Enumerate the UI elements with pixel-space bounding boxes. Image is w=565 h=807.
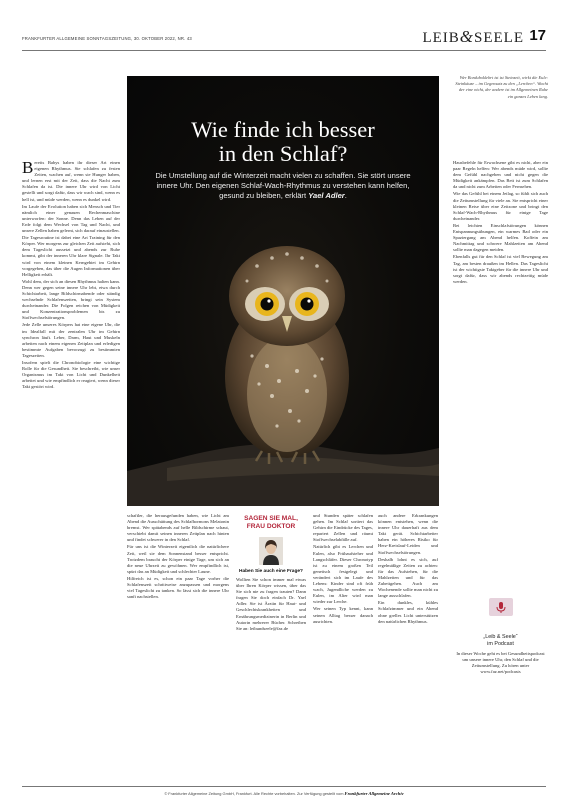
footer-rule <box>22 786 546 787</box>
article-column-5 <box>453 160 548 480</box>
box-question: Haben Sie auch eine Frage? <box>239 569 303 574</box>
lead-photo <box>127 76 439 506</box>
paragraph: Bei leichten Einschlafstörungen können Entspannungsübungen, ein warmes Bad oder ein Spaziergang am Abend helfen. Koffein am Nachmittag und schwere Mahlzeiten am Abend sollte man dagegen meiden. <box>453 222 548 253</box>
podcast-title-line-2: im Podcast <box>487 641 514 647</box>
photo-caption: Wer Borduboklebrt ist ist Steinzeit, wirkt die Eule: Steinkäuze – im Gegensatz zu den „Lerchen“. Wacht der eine nicht, der andere ist im Allgemeinen Ruhe ein ganzes Leben lang. <box>455 75 548 99</box>
article-column-3 <box>313 513 373 778</box>
author-name: Yael Adler <box>308 191 345 201</box>
paragraph: Hausbefehle für Erwachsene gibt es nicht, aber ein paar Regeln helfen: Wer abends müde wird, sollte dem Gefühl nachgeben und nicht gegen die Müdigkeit ankämpfen. Das Bett ist zum Schlafen da und nicht zum Arbeiten oder Fernsehen. <box>453 160 548 190</box>
paragraph: auch andere Erkrankungen können entstehen, wenn die innere Uhr dauerhaft aus dem Takt gerät. Schichtarbeiter haben ein höheres Risiko für Herz-Kreislauf-Leiden und Stoffwechselstörungen. <box>378 513 438 555</box>
article-column-1 <box>22 160 120 778</box>
section-title-ampersand: & <box>459 27 474 46</box>
article-column-2 <box>127 513 229 778</box>
podcast-body: In dieser Woche geht es bei Gesundheitspodcast um unsere innere Uhr, den Schlaf und die Zeitumstellung. Zu hören unter www.faz.net/podcasts <box>456 651 545 675</box>
headline-line-1: Wie finde ich besser <box>191 117 375 142</box>
headline-line-2: in den Schlaf? <box>218 141 348 166</box>
paragraph: Die Tagesroutine ist dabei eine Art Training für den Körper. Wer morgens zur gleichen Zeit aufsteht, sich dem Tageslicht aussetzt und abends zur Ruhe kommt, gibt der inneren Uhr klare Signale. Ihr Takt wird von einem kleinen Kerngebiet im Gehirn vorgegeben, das über die Augen Informationen über Helligkeit erhält. <box>22 235 120 277</box>
copyright-footer <box>22 791 546 796</box>
paragraph: Wohl dem, der sich an diesen Rhythmus halten kann. Denn wer gegen seine innere Uhr lebt, etwa durch Schichtarbeit, lange Bildschirmabende oder ständig wechselnde Schlafenszeiten, bringt sein System durcheinander. Die Folgen reichen von Müdigkeit und Konzentrationsproblemen bis zu Stoffwechselstörungen. <box>22 278 120 321</box>
article-headline <box>127 118 439 166</box>
ask-the-doctor-box <box>236 513 306 713</box>
paragraph: Natürlich gibt es Lerchen und Eulen, also Frühaufsteher und Langschläfer. Dieser Chronotyp ist zu einem großen Teil genetisch festgelegt und verändert sich im Laufe des Lebens: Kinder sind oft früh wach, Jugendliche werden zu Eulen, im Alter wird man wieder zur Lerche. <box>313 544 373 605</box>
paragraph: und Stunden später schlafen gehen. Im Schlaf sortiert das Gehirn die Eindrücke des Tages, repariert Zellen und räumt Stoffwechselabfälle auf. <box>313 513 373 543</box>
paragraph: Ein dunkles, kühles Schlafzimmer und ein Abend ohne grelles Licht unterstützen den natürlichen Rhythmus. <box>378 600 438 624</box>
paragraph: Wie das Gefühl bei einem Jetlag, so fühlt sich auch die Zeitumstellung für viele an. Sie entspricht einer kleinen Reise über eine Zeitzone und bringt den Schlaf-Wach-Rhythmus für einige Tage durcheinander. <box>453 191 548 221</box>
footer-text: © Frankfurter Allgemeine Zeitung GmbH, Frankfurt. Alle Rechte vorbehalten. Zur Verfügung gestellt vom <box>164 791 344 796</box>
box-title <box>236 515 306 531</box>
footer-brand: Frankfurter Allgemeine Archiv <box>344 791 404 796</box>
portrait-icon <box>259 537 283 565</box>
paragraph: Wer seinen Typ kennt, kann seinen Alltag besser danach ausrichten. <box>313 606 373 624</box>
paragraph: Insofern spielt die Chronobiologie eine wichtige Rolle für die Gesundheit. Sie beschreibt, wie unser Organismus im Takt von Licht und Dunkelheit arbeitet und wie empfindlich er reagiert, wenn dieser Takt gestört wird. <box>22 360 120 390</box>
paragraph: Deshalb lohnt es sich, auf regelmäßige Zeiten zu achten: für das Aufstehen, für die Mahlzeiten und für das Zubettgehen. Auch am Wochenende sollte man nicht zu lange ausschlafen. <box>378 556 438 599</box>
section-title-right: SEELE <box>474 30 524 46</box>
paragraph: Ebenfalls gut für den Schlaf ist viel Bewegung am Tag, am besten draußen im Hellen. Das Tageslicht ist der wichtigste Taktgeber für die innere Uhr und sorgt dafür, dass wir abends rechtzeitig müde werden. <box>453 254 548 284</box>
deck-text: Die Umstellung auf die Winterzeit macht vielen zu schaffen. Sie stört unsere innere Uhr. Den eigenen Schlaf-Wach-Rhythmus zu verstehen kann helfen, gesund zu bleiben, erklärt <box>155 171 411 201</box>
paragraph-text: ereits Babys haben ihr dieser Art einen eigenen Rhythmus. Sie schlafen zu festen Zeiten, wachen auf, wenn sie Hunger haben, und lernen erst mit der Zeit, dass die Nacht zum Schlafen da ist. Die innere Uhr wird von Licht gestellt und sorgt dafür, dass wir wach sind, wenn es hell ist, und müde werden, wenn es dunkel wird. <box>22 160 120 202</box>
masthead <box>22 27 546 47</box>
article-column-4 <box>378 513 438 778</box>
article-deck: Die Umstellung auf die Winterzeit macht vielen zu schaffen. Sie stört unsere innere Uhr. Den eigenen Schlaf-Wach-Rhythmus zu verstehen kann helfen, gesund zu bleiben, erklärt Yael Adler. <box>155 171 411 201</box>
drop-initial: B <box>22 160 34 177</box>
podcast-title <box>453 634 548 648</box>
paragraph: Im Laufe der Evolution haben sich Mensch und Tier nämlich einer genauen Rechenmaschine unterworfen: der Sonne. Denn das Leben auf der Erde folgt dem Wechsel von Tag und Nacht, und unsere Zellen haben gelernt, sich darauf einzustellen. <box>22 203 120 234</box>
podcast-title-line-1: „Leib & Seele“ <box>483 634 518 640</box>
newspaper-dateline: FRANKFURTER ALLGEMEINE SONNTAGSZEITUNG, 30. OKTOBER 2022, NR. 43 <box>22 36 192 41</box>
box-title-line-2: FRAU DOKTOR <box>246 523 296 530</box>
paragraph <box>22 160 120 203</box>
paragraph: schaftler, die herausgefunden haben, wie Licht am Abend die Ausschüttung des Schlafhormons Melatonin bremst. Wer spätabends auf helle Bildschirme schaut, verschiebt damit seinen inneren Zeitplan nach hinten und findet schwerer in den Schlaf. <box>127 513 229 543</box>
box-body: Wollten Sie schon immer mal etwas über Ihren Körper wissen, über das Sie sich nie zu fragen trauten? Dann fragen Sie doch einfach Dr. Yael Adler. Sie ist Ärztin für Haut- und Geschlechtskrankheiten und Ernährungsmedizinerin in Berlin und Autorin mehrerer Bücher. Schreiben Sie an: leibundseele@faz.de <box>236 577 306 631</box>
page-number: 17 <box>529 27 546 44</box>
podcast-box <box>453 598 548 778</box>
author-portrait <box>259 537 283 565</box>
section-title <box>422 27 524 47</box>
box-title-line-1: SAGEN SIE MAL, <box>244 515 298 522</box>
masthead-rule <box>22 50 546 51</box>
paragraph: Hilfreich ist es, schon ein paar Tage vorher die Schlafenszeit schrittweise anzupassen und morgens viel Tageslicht zu tanken. So lässt sich die innere Uhr sanft nachstellen. <box>127 575 229 600</box>
paragraph: Für uns ist die Winterzeit eigentlich die natürlichere Zeit, weil sie dem Sonnenstand besser entspricht. Trotzdem braucht der Körper einige Tage, um sich an die neue Uhrzeit zu gewöhnen. Wer empfindlich ist, spürt das an Müdigkeit und schlechter Laune. <box>127 544 229 574</box>
section-title-left: LEIB <box>422 30 460 46</box>
paragraph: Jede Zelle unseres Körpers hat eine eigene Uhr, die im Idealfall mit der zentralen Uhr im Gehirn synchron läuft. Leber, Darm, Haut und Muskeln arbeiten nach einem eigenen Zeitplan und erledigen bestimmte Aufgaben bevorzugt zu bestimmten Tageszeiten. <box>22 322 120 358</box>
podcast-icon <box>489 598 513 616</box>
